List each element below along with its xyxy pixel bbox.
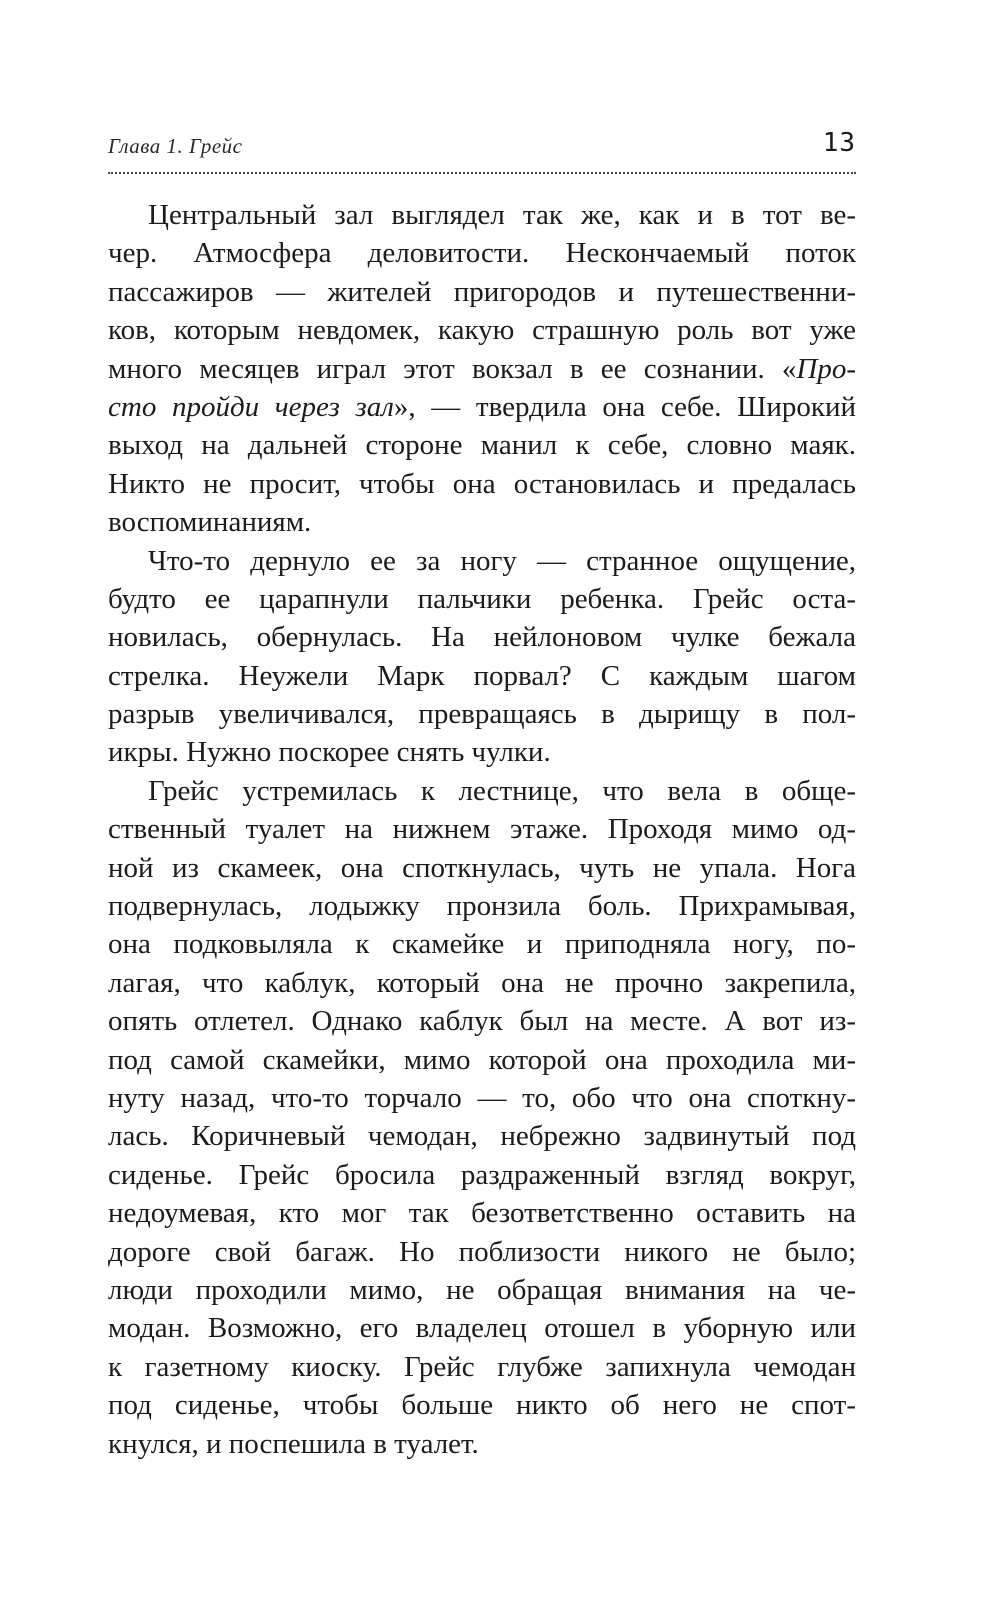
text-line	[108, 542, 856, 580]
text-line	[108, 618, 856, 656]
text-segment: к газетному киоску. Грейс глубже запихнула чемодан	[108, 1350, 856, 1383]
text-line	[108, 234, 856, 272]
text-segment: лась. Коричневый чемодан, небрежно задвинутый под	[108, 1120, 856, 1153]
text-line	[108, 273, 856, 311]
text-line	[108, 733, 856, 771]
text-line	[108, 964, 856, 1002]
text-line	[108, 810, 856, 848]
text-segment: Что-то дернуло ее за ногу — странное ощущение,	[148, 544, 856, 577]
text-line	[108, 465, 856, 503]
text-segment: дороге свой багаж. Но поблизости никого не было;	[108, 1235, 856, 1268]
text-line	[108, 580, 856, 618]
page-number: 13	[822, 128, 856, 158]
text-segment: нуту назад, что-то торчало — то, обо что она споткну-	[108, 1081, 856, 1114]
text-segment: подвернулась, лодыжку пронзила боль. Прихрамывая,	[108, 890, 856, 923]
text-segment: много месяцев играл этот вокзал в ее сознании. «	[108, 352, 797, 385]
text-segment: Грейс устремилась к лестнице, что вела в обще-	[148, 774, 856, 807]
text-line	[108, 1348, 856, 1386]
text-line	[108, 503, 856, 541]
page-header	[108, 128, 856, 178]
text-segment: лагая, что каблук, который она не прочно закрепила,	[108, 966, 856, 999]
italic-text: сто пройди через зал	[108, 390, 394, 423]
text-line	[108, 1309, 856, 1347]
text-line	[108, 849, 856, 887]
text-segment: сиденье. Грейс бросила раздраженный взгляд вокруг,	[108, 1158, 856, 1191]
text-line	[108, 196, 856, 234]
text-line	[108, 350, 856, 388]
text-segment: Центральный зал выглядел так же, как и в тот ве-	[148, 199, 856, 231]
text-line	[108, 772, 856, 810]
running-title: Глава 1. Грейс	[108, 134, 243, 158]
text-line	[108, 1233, 856, 1271]
paragraph	[108, 542, 856, 772]
text-segment: будто ее царапнули пальчики ребенка. Грейс оста-	[108, 582, 856, 615]
italic-text: Про-	[796, 352, 856, 385]
text-line	[108, 657, 856, 695]
text-segment: выход на дальней стороне манил к себе, словно маяк.	[108, 429, 856, 462]
paragraph	[108, 196, 856, 542]
text-line	[108, 1425, 856, 1463]
text-line	[108, 1194, 856, 1232]
body-text	[108, 196, 856, 1463]
text-segment: ной из скамеек, она споткнулась, чуть не упала. Нога	[108, 851, 856, 884]
text-line	[108, 925, 856, 963]
text-segment: стрелка. Неужели Марк порвал? С каждым шагом	[108, 659, 856, 692]
header-dotted-rule	[108, 172, 856, 174]
paragraph	[108, 772, 856, 1463]
text-segment: икры. Нужно поскорее снять чулки.	[108, 736, 551, 769]
text-segment: ственный туалет на нижнем этаже. Проходя мимо од-	[108, 813, 856, 846]
text-line	[108, 887, 856, 925]
text-line	[108, 1079, 856, 1117]
text-segment: чер. Атмосфера деловитости. Нескончаемый поток	[108, 237, 856, 270]
text-segment: новилась, обернулась. На нейлоновом чулке бежала	[108, 621, 856, 654]
text-line	[108, 1271, 856, 1309]
text-line	[108, 1156, 856, 1194]
text-segment: модан. Возможно, его владелец отошел в уборную или	[108, 1312, 856, 1345]
text-line	[108, 1117, 856, 1155]
text-segment: опять отлетел. Однако каблук был на месте. А вот из-	[108, 1005, 856, 1038]
text-segment: под сиденье, чтобы больше никто об него не спот-	[108, 1389, 856, 1422]
text-segment: недоумевая, кто мог так безответственно оставить на	[108, 1197, 856, 1230]
text-segment: под самой скамейки, мимо которой она проходила ми-	[108, 1043, 856, 1076]
text-line	[108, 426, 856, 464]
text-line	[108, 1002, 856, 1040]
text-segment: », — твердила она себе. Широкий	[393, 390, 856, 423]
text-line	[108, 1386, 856, 1424]
text-line	[108, 311, 856, 349]
text-segment: ков, которым невдомек, какую страшную роль вот уже	[108, 314, 856, 347]
text-segment: воспоминаниям.	[108, 506, 312, 539]
text-line	[108, 1041, 856, 1079]
text-segment: люди проходили мимо, не обращая внимания на че-	[108, 1273, 856, 1306]
text-line	[108, 388, 856, 426]
text-segment: пассажиров — жителей пригородов и путешественни-	[108, 275, 856, 308]
text-segment: она подковыляла к скамейке и приподняла ногу, по-	[108, 928, 856, 961]
text-segment: Никто не просит, чтобы она остановилась и предалась	[108, 467, 856, 500]
text-line	[108, 695, 856, 733]
text-segment: кнулся, и поспешила в туалет.	[108, 1427, 479, 1460]
text-segment: разрыв увеличивался, превращаясь в дырищу в пол-	[108, 698, 856, 731]
